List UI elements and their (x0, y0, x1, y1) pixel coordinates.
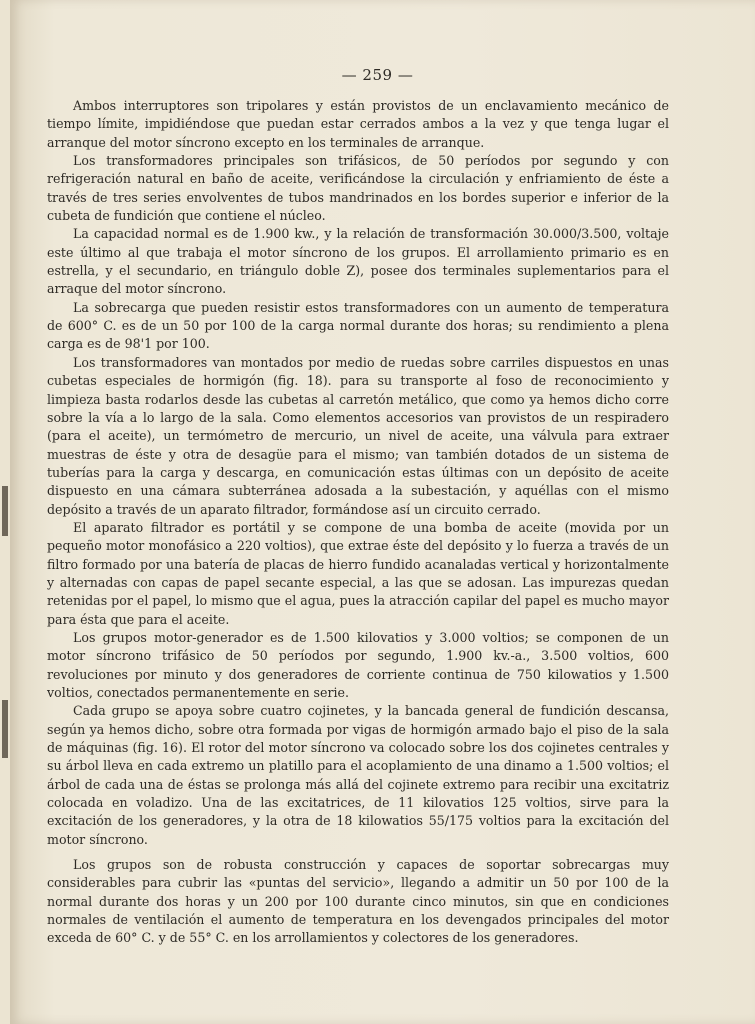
text-body (47, 97, 669, 948)
paragraph-transformers: Los transformadores principales son trifásicos, de 50 períodos por segundo y con refrigeración natural en baño de aceite, verificándose la circulación y enfriamiento de éste a través de tres series envolventes de tubos mandrinados en los bordes superior e inferior de la cubeta de fundición que contiene el núcleo. (47, 153, 669, 224)
binding-shadow (2, 700, 8, 758)
paragraph-overload: La sobrecarga que pueden resistir estos transformadores con un aumento de temperatura de 600° C. es de un 50 por 100 de la carga normal durante dos horas; su rendimiento a plena carga es de 98'1 por 100. (47, 299, 669, 352)
paragraph-construction: Los grupos son de robusta construcción y capaces de soportar sobrecargas muy considerables para cubrir las «puntas del servicio», llegando a admitir un 50 por 100 de la normal durante dos horas y un 200 por 100 durante cinco minutos, sin que en condiciones normales de ventilación el aumento de temperatura en los devengados principales del motor exceda de 60° C. y de 55° C. en los arrollamientos y colectores de los generadores. (47, 857, 669, 946)
paragraph-interrupters: Ambos interruptores son tripolares y están provistos de un enclavamiento mecánico de tiempo límite, impidiéndose que puedan estar cerrados ambos a la vez y que tenga lugar el arranque del motor síncrono excepto en los terminales de arranque. (47, 98, 669, 150)
paragraph-mounting: Los transformadores van montados por medio de ruedas sobre carriles dispuestos en unas cubetas especiales de hormigón (fig. 18). para su transporte al foso de reconocimiento y limpieza basta rodarlos desde las cubetas al carretón metálico, que como ya hemos dicho corre sobre la vía a lo largo de la sala. Como elementos accesorios van provistos de un respiradero (para el aceite), un termómetro de mercurio, un nivel de aceite, una válvula para extraer muestras de éste y otra de desagüe para el mismo; van también dotados de un sistema de tuberías para la carga y descarga, en comunicación estas últimas con un depósito de aceite dispuesto en una cámara subterránea adosada a la subestación, y aquéllas con el mismo depósito a través de un aparato filtrador, formándose así un circuito cerrado. (47, 354, 669, 517)
paragraph-filter: El aparato filtrador es portátil y se compone de una bomba de aceite (movida por un pequeño motor monofásico a 220 voltios), que extrae éste del depósito y lo fuerza a través de un filtro formado por una batería de placas de hierro fundido acanaladas vertical y horizontalmente y alternadas con capas de papel secante especial, a las que se adosan. Las impurezas quedan retenidas por el papel, lo mismo que el agua, pues la atracción capilar del papel es mucho mayor para ésta que para el aceite. (47, 519, 669, 627)
binding-shadow (2, 486, 8, 536)
paragraph-motor-generator: Los grupos motor-generador es de 1.500 kilovatios y 3.000 voltios; se componen de un motor síncrono trifásico de 50 períodos por segundo, 1.900 kv.-a., 3.500 voltios, 600 revoluciones por minuto y dos generadores de corriente continua de 750 kilowatios y 1.500 voltios, conectados permanentemente en serie. (47, 629, 669, 700)
paragraph-capacity: La capacidad normal es de 1.900 kw., y la relación de transformación 30.000/3.500, voltaje este último al que trabaja el motor síncrono de los grupos. El arrollamiento primario es en estrella, y el secundario, en triángulo doble Z), posee dos terminales suplementarios para el arraque del motor síncrono. (47, 226, 669, 297)
page-number: — 259 — (341, 66, 414, 84)
paragraph-bearings: Cada grupo se apoya sobre cuatro cojinetes, y la bancada general de fundición descansa, según ya hemos dicho, sobre otra formada por vigas de hormigón armado bajo el piso de la sala de máquinas (fig. 16). El rotor del motor síncrono va colocado sobre los dos cojinetes centrales y su árbol lleva en cada extremo un platillo para el acoplamiento de una dinamo a 1.500 voltios; el árbol de cada una de éstas se prolonga más allá del cojinete extremo para recibir una excitatriz colocada en voladizo. Una de las excitatrices, de 11 kilovatios 125 voltios, sirve para la excitación de los generadores, y la otra de 18 kilowatios 55/175 voltios para la excitación del motor síncrono. (47, 703, 669, 847)
